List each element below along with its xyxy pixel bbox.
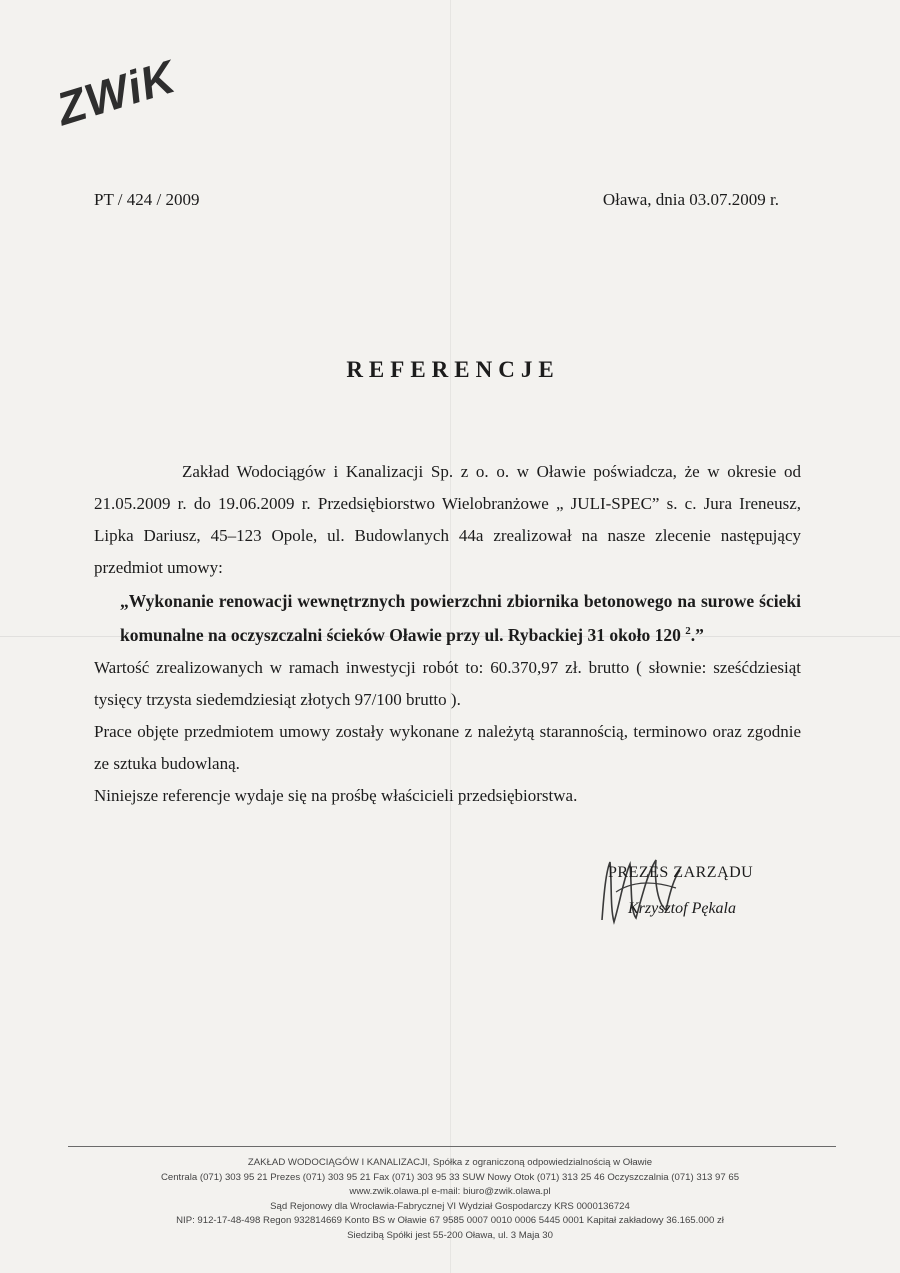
place-and-date: Oława, dnia 03.07.2009 r. (602, 190, 779, 209)
footer-line: NIP: 912-17-48-498 Regon 932814669 Konto BS w Oławie 67 9585 0007 0010 0006 5445 0001 Kapitał zakładowy 36.165.000 zł (176, 1215, 724, 1226)
footer-line: ZAKŁAD WODOCIĄGÓW I KANALIZACJI, Spółka z ograniczoną odpowiedzialnością w Oławie (247, 1157, 653, 1168)
signature-block (606, 860, 806, 930)
footer-divider (68, 1146, 836, 1147)
document-title: REFERENCJE (346, 357, 560, 382)
contract-subject-end: .” (690, 624, 704, 645)
reference-number: PT / 424 / 2009 (94, 190, 200, 209)
quality-paragraph: Prace objęte przedmiotem umowy zostały wykonane z należytą starannością, terminowo oraz zgodnie ze sztuka budowlaną. (94, 721, 801, 773)
closing-paragraph: Niniejsze referencje wydaje się na prośbę właścicieli przedsiębiorstwa. (94, 785, 578, 805)
signatory-title: PREZES ZARZĄDU (608, 864, 754, 881)
footer-line: Centrala (071) 303 95 21 Prezes (071) 303 95 21 Fax (071) 303 95 33 SUW Nowy Otok (071) 313 25 46 Oczyszczalnia (071) 313 97 65 (160, 1171, 740, 1183)
contract-subject-text: „Wykonanie renowacji wewnętrznych powierzchni zbiornika betonowego na surowe ścieki komunalne na oczyszczalni ścieków Oławie przy ul. Rybackiej 31 około 120 (120, 591, 801, 645)
value-paragraph: Wartość zrealizowanych w ramach inwestycji robót to: 60.370,97 zł. brutto ( słownie: sześćdziesiąt tysięcy trzysta siedemdziesiąt złotych 97/100 brutto ). (94, 657, 801, 709)
company-footer (40, 1156, 860, 1243)
intro-paragraph: Zakład Wodociągów i Kanalizacji Sp. z o. o. w Oławie poświadcza, że w okresie od 21.05.2009 r. do 19.06.2009 r. Przedsiębiorstwo Wielobranżowe „ JULI-SPEC” s. c. Jura Ireneusz, Lipka Dariusz, 45–123 Opole, ul. Budowlanych 44a zrealizował na nasze zlecenie następujący przedmiot umowy: (94, 462, 801, 577)
footer-line: www.zwik.olawa.pl e-mail: biuro@zwik.olawa.pl (349, 1186, 551, 1197)
footer-line: Siedzibą Spółki jest 55-200 Oława, ul. 3 Maja 30 (347, 1229, 553, 1241)
letter-body (94, 456, 801, 812)
contract-subject (94, 586, 801, 650)
footer-line: Sąd Rejonowy dla Wrocławia-Fabrycznej VI Wydział Gospodarczy KRS 0000136724 (270, 1200, 630, 1212)
area-unit-superscript: 2 (685, 625, 691, 637)
signatory-name: Krzysztof Pękala (628, 900, 736, 917)
company-logo: ZWiK (50, 49, 182, 136)
